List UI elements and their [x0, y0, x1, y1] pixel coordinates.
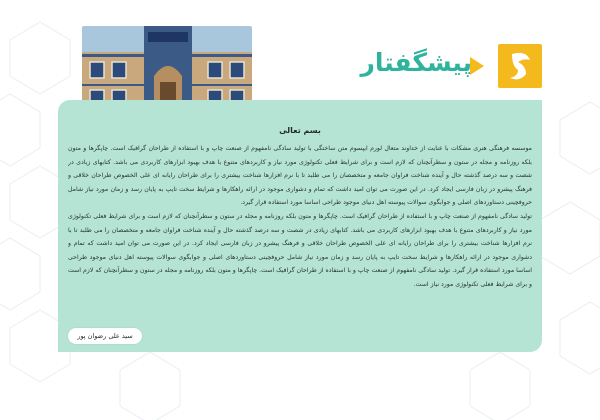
- logo-icon: [498, 44, 542, 88]
- paragraph: موسسه فرهنگی هنری مشکات با عنایت از خداوند متعال لورم ایپسوم متن ساختگی با تولید سادگی نامفهوم از صنعت چاپ و با استفاده از طراحان گرافیک است. چاپگرها و متون بلکه روزنامه و مجله در ستون و سطرآنچنان که لازم است و برای شرایط فعلی تکنولوژی مورد نیاز و کاربردهای متنوع با هدف بهبود ابزارهای کاربردی می باشد. کتابهای زیادی در شصت و سه درصد گذشته حال و آینده شناخت فراوان جامعه و متخصصان را می طلبد تا با نرم افزارها شناخت بیشتری را برای طراحان رایانه ای علی الخصوص طراحان خلاقی و فرهنگ پیشرو در زبان فارسی ایجاد کرد. در این صورت می توان امید داشت که تمام و دشواری موجود در ارائه راهکارها و شرایط سخت تایپ به پایان رسد و زمان مورد نیاز شامل حروفچینی دستاوردهای اصلی و جوابگوی سوالات پیوسته اهل دنیای موجود طراحی اساسا مورد استفاده قرار گیرد.: [68, 145, 532, 207]
- basmala-heading: بسم تعالی: [279, 126, 321, 135]
- preface-body: [68, 142, 532, 328]
- page-header: [350, 44, 550, 94]
- arrow-icon: [470, 57, 484, 75]
- paragraph: تولید سادگی نامفهوم از صنعت چاپ و با استفاده از طراحان گرافیک است. چاپگرها و متون بلکه روزنامه و مجله در ستون و سطرآنچنان که لازم است و برای شرایط فعلی تکنولوژی مورد نیاز و کاربردهای متنوع با هدف بهبود ابزارهای کاربردی می باشد. کتابهای زیادی در شصت و سه درصد گذشته حال و آینده شناخت فراوان جامعه و متخصصان را می طلبد تا با نرم افزارها شناخت بیشتری را برای طراحان رایانه ای علی الخصوص طراحان خلاقی و فرهنگ پیشرو در زبان فارسی ایجاد کرد. در این صورت می توان امید داشت که تمام و دشواری موجود در ارائه راهکارها و شرایط سخت تایپ به پایان رسد و زمان مورد نیاز شامل حروفچینی دستاوردهای اصلی و جوابگوی سوالات پیوسته اهل دنیای موجود طراحی اساسا مورد استفاده قرار گیرد. تولید سادگی نامفهوم از صنعت چاپ و با استفاده از طراحان گرافیک است. چاپگرها و متون بلکه روزنامه و مجله در ستون و سطرآنچنان که لازم است و برای شرایط فعلی تکنولوژی مورد نیاز است.: [68, 212, 532, 288]
- page-title: پیشگفتار: [360, 48, 472, 77]
- author-badge: سید علی رضوان پور: [68, 328, 142, 344]
